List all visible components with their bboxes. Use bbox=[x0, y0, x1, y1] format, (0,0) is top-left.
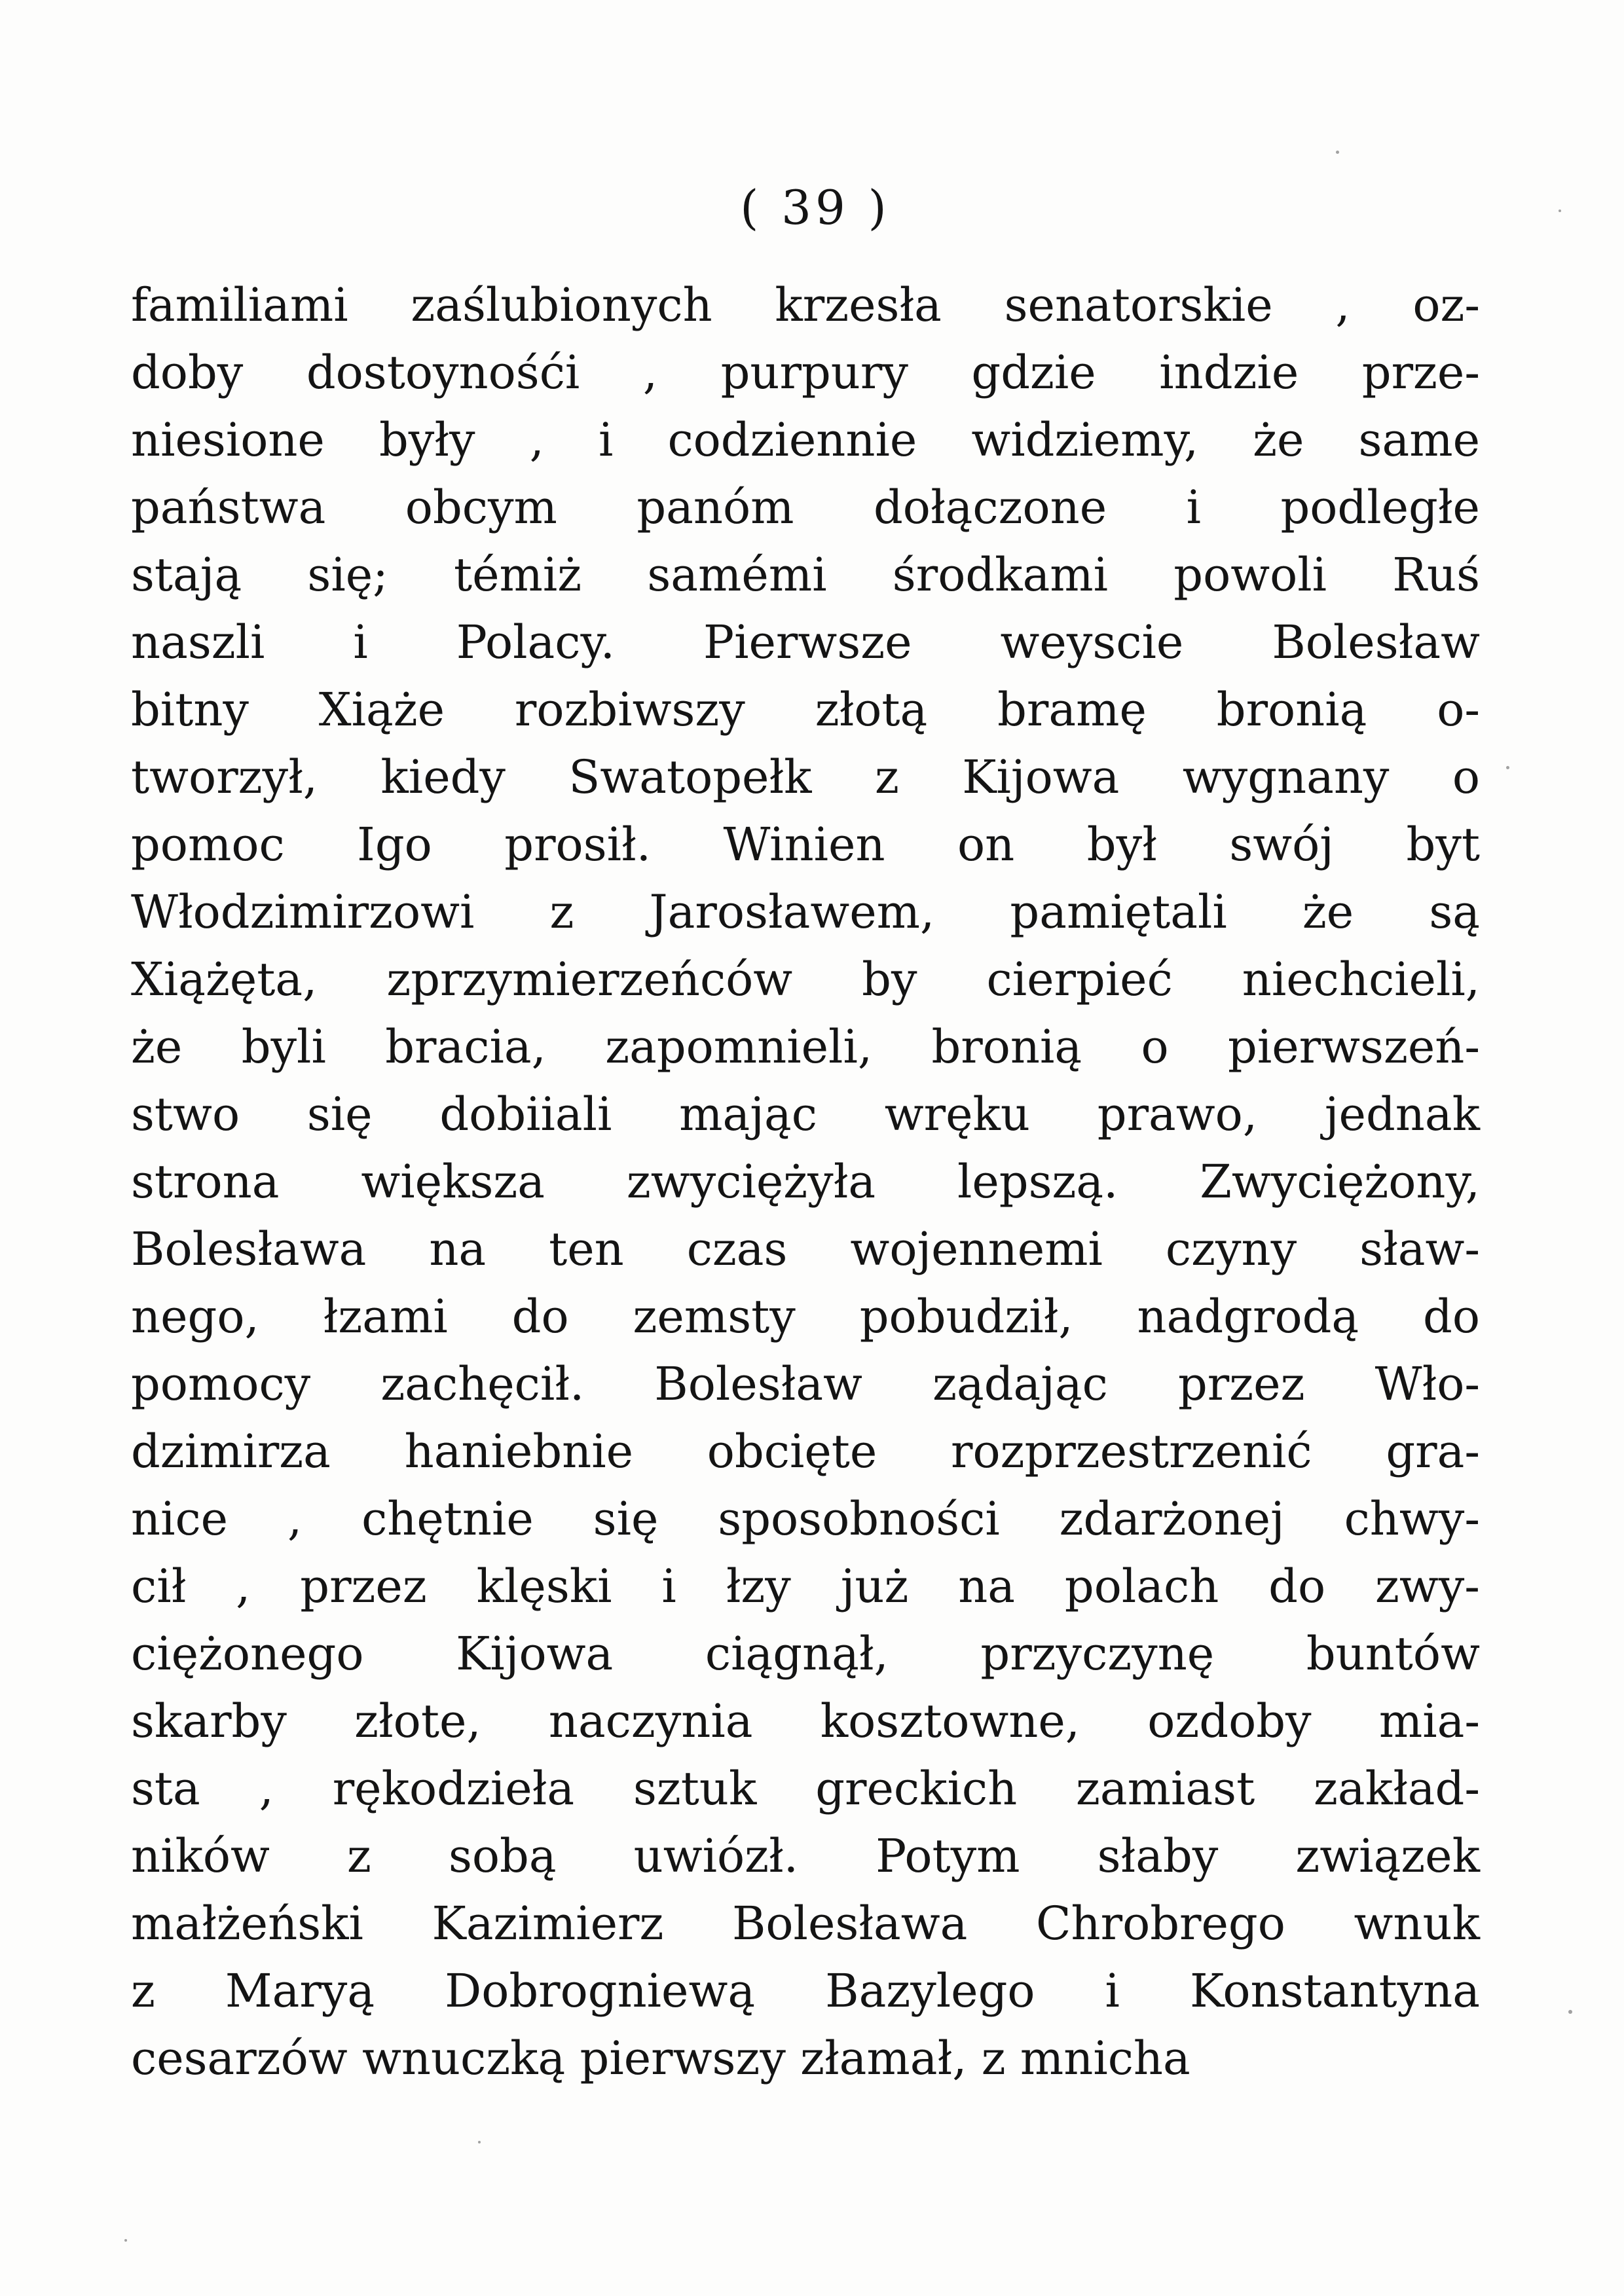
text-line: strona większa zwyciężyła lepszą. Zwyciężony, bbox=[131, 1155, 1480, 1209]
print-speck bbox=[478, 2141, 481, 2143]
text-line: Włodzimirzowi z Jarosławem, pamiętali że są bbox=[131, 885, 1481, 939]
page-number: ( 39 ) bbox=[740, 180, 891, 235]
text-line: państwa obcym panóm dołączone i podległe bbox=[131, 481, 1480, 534]
text-line: nice , chętnie się sposobności zdarżonej chwy- bbox=[131, 1492, 1481, 1546]
text-line: skarby złote, naczynia kosztowne, ozdoby mia- bbox=[131, 1694, 1480, 1748]
text-line: cił , przez klęski i łzy już na polach do zwy- bbox=[131, 1559, 1480, 1613]
text-line: małżeński Kazimierz Bolesława Chrobrego wnuk bbox=[131, 1897, 1480, 1950]
text-line: dzimirza haniebnie obcięte rozprzestrzenić gra- bbox=[131, 1425, 1481, 1478]
text-line: nego, łzami do zemsty pobudził, nadgrodą do bbox=[131, 1290, 1481, 1343]
text-line: niesione były , i codziennie widziemy, że same bbox=[131, 413, 1481, 467]
text-line: z Maryą Dobrogniewą Bazylego i Konstantyna bbox=[131, 1964, 1480, 2018]
text-line: naszli i Polacy. Pierwsze weyscie Bolesław bbox=[131, 615, 1480, 669]
text-line: familiami zaślubionych krzesła senatorskie , oz- bbox=[131, 278, 1481, 332]
body-text bbox=[131, 272, 1480, 2092]
text-line: tworzył, kiedy Swatopełk z Kijowa wygnany o bbox=[131, 750, 1480, 804]
text-line: ników z sobą uwiózł. Potym słaby związek bbox=[131, 1829, 1481, 1883]
text-line: cesarzów wnuczką pierwszy złamał, z mnicha bbox=[131, 2032, 1190, 2085]
text-line: doby dostoynośći , purpury gdzie indzie prze- bbox=[131, 346, 1481, 399]
text-line: Bolesława na ten czas wojennemi czyny sław- bbox=[131, 1222, 1481, 1276]
text-line: bitny Xiąże rozbiwszy złotą bramę bronią o- bbox=[131, 683, 1481, 737]
text-line: sta , rękodzieła sztuk greckich zamiast zakład- bbox=[131, 1762, 1480, 1815]
print-speck bbox=[1506, 766, 1509, 769]
print-speck bbox=[1336, 151, 1339, 154]
text-line: ciężonego Kijowa ciągnął, przyczynę buntów bbox=[131, 1627, 1480, 1681]
print-speck bbox=[124, 2239, 127, 2242]
text-line: pomocy zachęcił. Bolesław ządając przez Wło- bbox=[131, 1357, 1481, 1411]
text-line: pomoc Igo prosił. Winien on był swój byt bbox=[131, 818, 1480, 871]
text-line: że byli bracia, zapomnieli, bronią o pierwszeń- bbox=[131, 1020, 1481, 1074]
print-speck bbox=[1559, 210, 1561, 212]
text-line: Xiążęta, zprzymierzeńców by cierpieć niechcieli, bbox=[131, 953, 1480, 1006]
text-line: stwo się dobiiali mając wręku prawo, jednak bbox=[131, 1087, 1481, 1141]
text-line: stają się; témiż samémi środkami powoli Ruś bbox=[131, 548, 1480, 602]
print-speck bbox=[1568, 2010, 1572, 2014]
